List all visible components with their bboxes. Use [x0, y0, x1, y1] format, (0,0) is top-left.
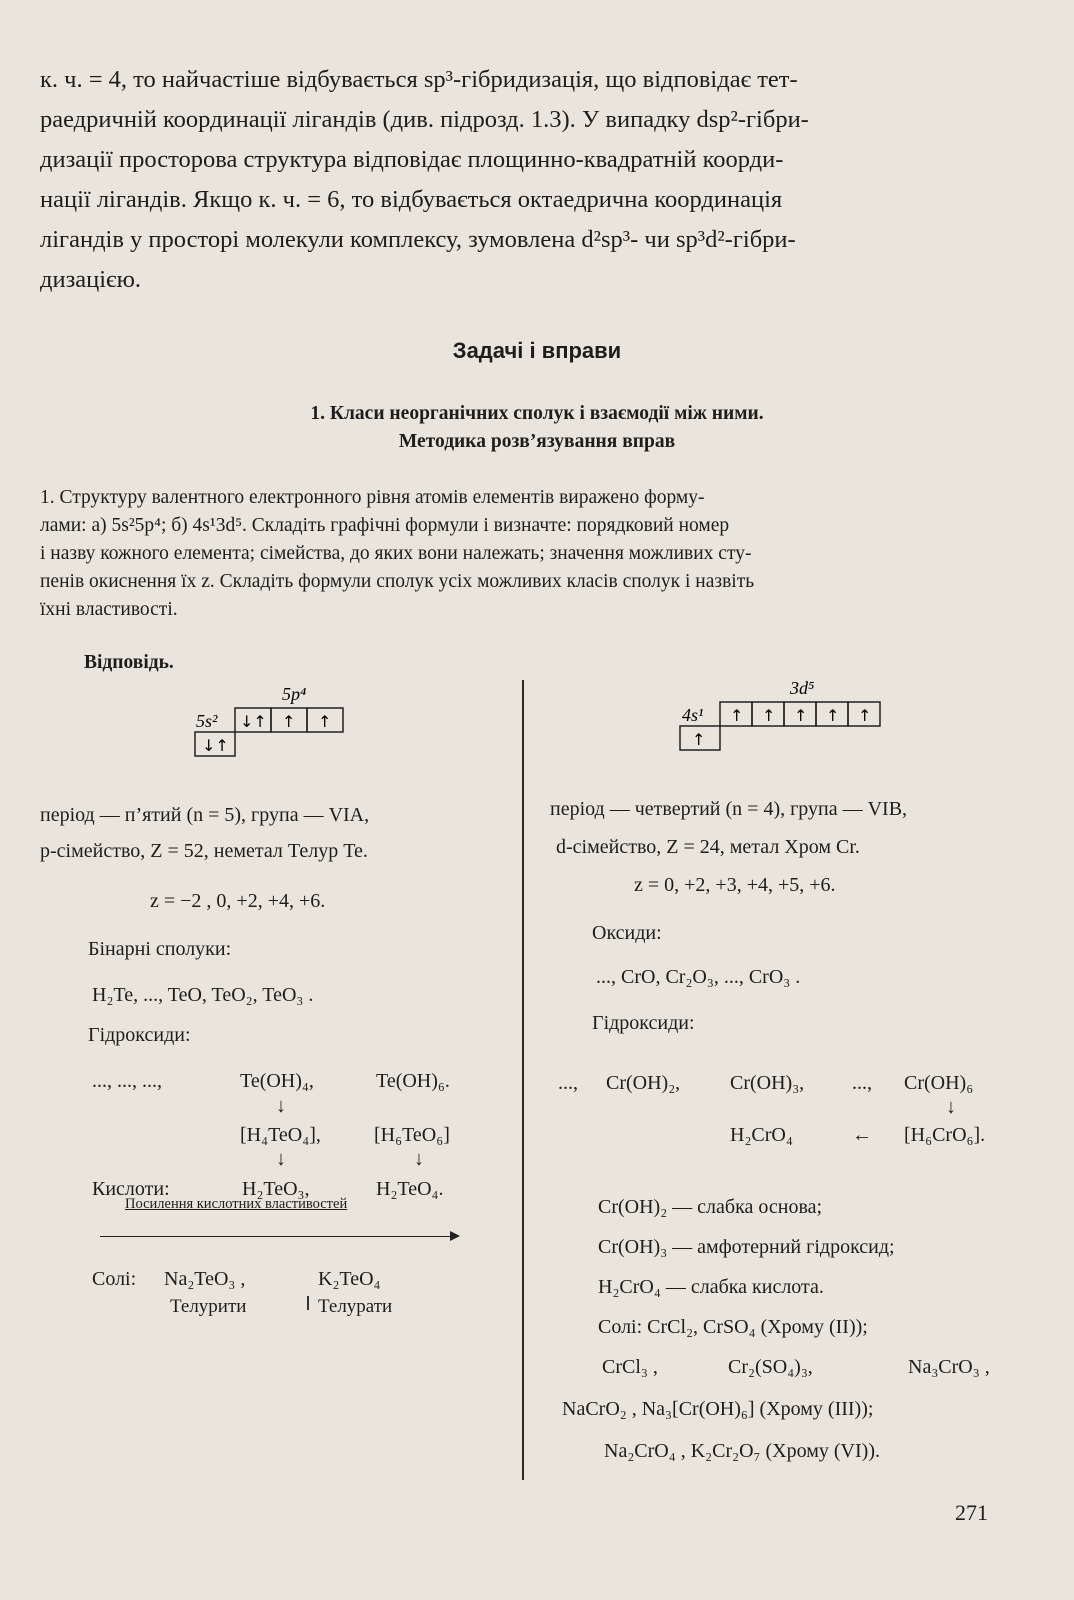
hydroxide-te-oh4: Te(OH)₄,	[240, 1070, 314, 1092]
p-orbital-label: 5p⁴	[282, 684, 307, 704]
binary-compounds: H₂Te, ..., TeO, TeO₂, TeO₃ .	[92, 984, 314, 1006]
intro-paragraph	[40, 60, 1040, 300]
problem-line: 1. Структуру валентного електронного рівня атомів елементів виражено форму-	[40, 487, 705, 508]
salt-na3cro3: Na₃CrO₃ ,	[908, 1356, 990, 1378]
salt-cr2so43: Cr₂(SO₄)₃,	[728, 1356, 813, 1378]
cr-hydroxides-label: Гідроксиди:	[592, 1012, 695, 1034]
subsection-line: Методика розв’язування вправ	[398, 431, 676, 452]
left-arrow-icon: ←	[852, 1124, 872, 1146]
cr-hydroxide-dots: ...,	[852, 1072, 872, 1094]
acid-h2cro4: H₂CrO₄	[730, 1124, 793, 1146]
section-title: Задачі і вправи	[452, 338, 622, 363]
problem-line: і назву кожного елемента; сімейства, до яких вони належать; значення можливих сту-	[40, 543, 752, 564]
d-cell-arrow: ↑	[730, 706, 744, 725]
d-cell-arrow: ↑	[762, 706, 776, 725]
intermediate-h4teo4: [H₄TeO₄],	[240, 1124, 321, 1146]
salt-na2teo3: Na₂TeO₃ ,	[164, 1268, 246, 1290]
te-oxidation-states: z = −2 , 0, +2, +4, +6.	[150, 890, 326, 912]
problem-text	[40, 484, 1040, 624]
intro-line: раедричній координації лігандів (див. підрозд. 1.3). У випадку dsp²-гібри-	[40, 106, 809, 133]
hydroxide-cr-oh3: Cr(OH)₃,	[730, 1072, 805, 1094]
hydroxide-dots: ..., ..., ...,	[92, 1070, 162, 1092]
cr-family-line: d-сімейство, Z = 24, метал Хром Cr.	[556, 836, 860, 858]
te-orbital-diagram	[190, 682, 360, 762]
problem-line: лами: а) 5s²5p⁴; б) 4s¹3d⁵. Складіть графічні формули і визначте: порядковий номер	[40, 515, 730, 536]
acid-h2teo4: H₂TeO₄.	[376, 1178, 444, 1200]
p-cell-arrows: ↓↑	[240, 712, 267, 731]
problem-line: їхні властивості.	[40, 599, 178, 620]
down-arrow-icon: ↓	[276, 1148, 286, 1170]
s-orbital-label: 5s²	[196, 711, 218, 731]
intro-line: нації лігандів. Якщо к. ч. = 6, то відбувається октаедрична координація	[40, 186, 783, 213]
salts-label: Солі:	[92, 1268, 137, 1290]
oxides-label: Оксиди:	[592, 922, 662, 944]
cr-salts-line-4: Na₂CrO₄ , K₂Cr₂O₇ (Хрому (VI)).	[604, 1440, 880, 1462]
page-number: 271	[955, 1500, 988, 1525]
property-line: Cr(OH)₃ — амфотерний гідроксид;	[598, 1236, 895, 1258]
binary-label: Бінарні сполуки:	[88, 938, 232, 960]
property-line: Cr(OH)₂ — слабка основа;	[598, 1196, 823, 1218]
salt-name-tellurites: Телурити	[170, 1296, 247, 1317]
intro-line: лігандів у просторі молекули комплексу, зумовлена d²sp³- чи sp³d²-гібри-	[40, 226, 796, 253]
separator-tick	[307, 1296, 309, 1310]
down-arrow-icon: ↓	[276, 1095, 286, 1117]
answer-label: Відповідь.	[84, 652, 174, 673]
s-cell-arrows: ↓↑	[202, 736, 229, 755]
subsection-title	[0, 400, 1074, 456]
hydroxide-te-oh6: Te(OH)₆.	[376, 1070, 450, 1092]
d-cell-arrow: ↑	[794, 706, 808, 725]
intro-line: дизацією.	[40, 266, 141, 293]
column-divider	[522, 680, 524, 1480]
intro-line: дизації просторова структура відповідає площинно-квадратній коорди-	[40, 146, 784, 173]
acid-h6cro6: [H₆CrO₆].	[904, 1124, 986, 1146]
cr-period-line: період — четвертий (n = 4), група — VIB,	[550, 798, 908, 820]
oxides-list: ..., CrO, Cr₂O₃, ..., CrO₃ .	[596, 966, 801, 988]
te-family-line: p-сімейство, Z = 52, неметал Телур Te.	[40, 840, 368, 862]
salt-crcl3: CrCl₃ ,	[602, 1356, 658, 1378]
cr-hydroxide-dots: ...,	[558, 1072, 578, 1094]
cr-salts-line-1: Солі: CrCl₂, CrSO₄ (Хрому (II));	[598, 1316, 868, 1338]
property-line: H₂CrO₄ — слабка кислота.	[598, 1276, 824, 1298]
intro-line: к. ч. = 4, то найчастіше відбувається sp³-гібридизація, що відповідає тет-	[40, 66, 798, 93]
acids-label: Кислоти:	[92, 1178, 170, 1200]
s-cell-arrow: ↑	[692, 730, 706, 749]
s-orbital-label: 4s¹	[682, 705, 704, 725]
cr-oxidation-states: z = 0, +2, +3, +4, +5, +6.	[634, 874, 836, 896]
cr-salts-line-3: NaCrO₂ , Na₃[Cr(OH)₆] (Хрому (III));	[562, 1398, 874, 1420]
down-arrow-icon: ↓	[946, 1096, 956, 1118]
hydroxide-cr-oh6: Cr(OH)₆	[904, 1072, 974, 1094]
acid-trend-arrow-icon	[100, 1236, 458, 1237]
salt-k2teo4: K₂TeO₄	[318, 1268, 381, 1290]
acid-h2teo3: H₂TeO₃,	[242, 1178, 310, 1200]
p-cell-arrows: ↑	[282, 712, 296, 731]
acid-trend-label: Посилення кислотних властивостей	[125, 1196, 348, 1212]
down-arrow-icon: ↓	[414, 1148, 424, 1170]
problem-line: пенів окиснення їх z. Складіть формули сполук усіх можливих класів сполук і назвіть	[40, 571, 755, 592]
salt-name-tellurates: Телурати	[318, 1296, 393, 1317]
p-cell-arrows: ↑	[318, 712, 332, 731]
te-period-line: період — п’ятий (n = 5), група — VIA,	[40, 804, 370, 826]
d-orbital-label: 3d⁵	[790, 678, 815, 698]
subsection-line: 1. Класи неорганічних сполук і взаємодії між ними.	[310, 403, 764, 424]
hydroxides-label: Гідроксиди:	[88, 1024, 191, 1046]
intermediate-h6teo6: [H₆TeO₆]	[374, 1124, 450, 1146]
d-cell-arrow: ↑	[826, 706, 840, 725]
cr-orbital-diagram	[670, 676, 890, 756]
d-cell-arrow: ↑	[858, 706, 872, 725]
hydroxide-cr-oh2: Cr(OH)₂,	[606, 1072, 681, 1094]
